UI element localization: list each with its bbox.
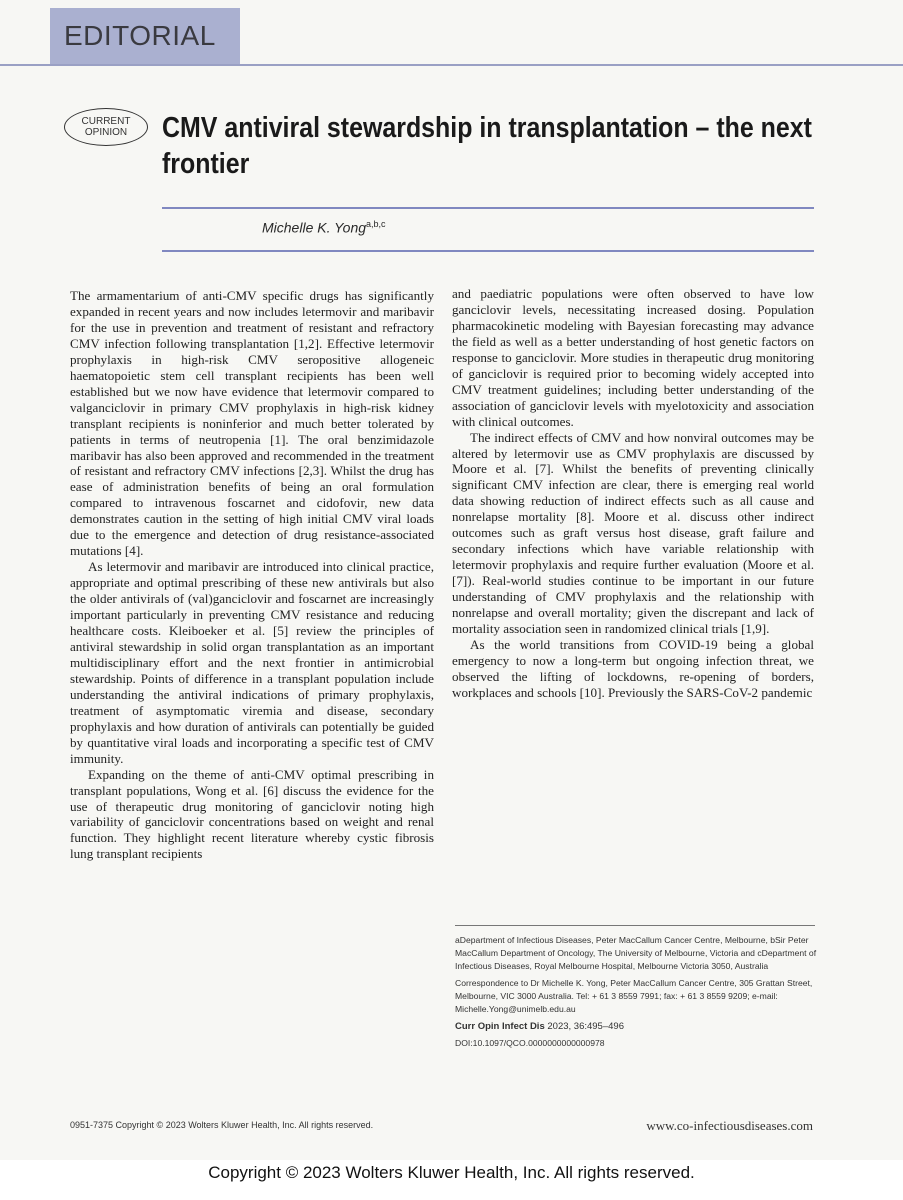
affiliation-note: aDepartment of Infectious Diseases, Peter MacCallum Cancer Centre, Melbourne, bSir Peter MacCallum Department of Oncology, The University of Melbourne, Victoria and cDepartment of Infectious Diseases, Royal Melbourne Hospital, Melbourne Victoria 3050, Australia xyxy=(455,935,817,971)
paragraph: The indirect effects of CMV and how nonviral outcomes may be altered by letermovir use as CMV prophylaxis are discussed by Moore et al. [7]. Whilst the benefits of preventing clinically significant CMV infection are clear, there is emerging real world data showing reduction of indirect effects such as all cause and nonrelapse mortality [8]. Moore et al. discuss other indirect outcomes such as graft versus host disease, graft failure and secondary infections which have variable relationship with letermovir prophylaxis and require further evaluation (Moore et al. [7]). Real-world studies continue to be important in our future understanding of CMV prophylaxis and the relationship with nonrelapse and overall mortality; given the discrepant and lack of mortality association seen in randomized clinical trials [1,9]. xyxy=(452,429,814,637)
paragraph: As letermovir and maribavir are introduced into clinical practice, appropriate and optimal prescribing of these new antivirals but also the older antivirals of (val)ganciclovir and foscarnet are increasingly important particularly in preventing CMV resistance and reducing healthcare costs. Kleiboeker et al. [5] review the principles of antiviral stewardship in solid organ transplantation as an important multidisciplinary effort and the next frontier in antimicrobial stewardship. Points of difference in a transplant population include understanding the antiviral indications of primary prophylaxis, treatment of asymptomatic viremia and disease, secondary prophylaxis and how duration of antivirals can potentially be guided by quantitative viral loads and incorporating a specific test of CMV immunity. xyxy=(70,559,434,766)
left-column xyxy=(70,288,434,862)
footnote-rule xyxy=(455,925,815,926)
citation-line xyxy=(455,1020,817,1033)
journal-name: Curr Opin Infect Dis xyxy=(455,1021,545,1032)
header-rule xyxy=(0,64,903,66)
author-line xyxy=(262,219,386,236)
title-rule-top xyxy=(162,207,814,209)
right-column xyxy=(452,286,814,701)
paragraph: The armamentarium of anti-CMV specific drugs has significantly expanded in recent years and now includes letermovir and maribavir for the use in prevention and treatment of resistant and refractory CMV infection following transplantation [1,2]. Effective letermovir prophylaxis in high-risk CMV seropositive allogeneic haematopoietic stem cell transplant recipients has been well established but we now have evidence that letermovir compared to valganciclovir in primary CMV prophylaxis in high-risk kidney transplant recipients is noninferior and much better tolerated by patients in terms of neutropenia [1]. The oral benzimidazole maribavir has also been approved and recommended in the treatment of resistant and refractory CMV infections [2,3]. Whilst the drug has ease of administration benefits of being an oral formulation compared to intravenous foscarnet and cidofovir, new data demonstrates caution in the setting of high initial CMV viral loads due to the emergence and detection of drug resistance-associated mutations [4]. xyxy=(70,288,434,559)
paragraph: As the world transitions from COVID-19 being a global emergency to now a long-term but ongoing infection threat, we observed the lifting of lockdowns, re-opening of borders, workplaces and schools [10]. Previously the SARS-CoV-2 pandemic xyxy=(452,636,814,700)
article-title: CMV antiviral stewardship in transplantation – the next frontier xyxy=(162,112,812,180)
logo-line1: CURRENT xyxy=(81,116,131,127)
paragraph: and paediatric populations were often observed to have low ganciclovir levels, necessitating increased dosing. Population pharmacokinetic modeling with Bayesian forecasting may advance the field as well as a better understanding of host genetic factors on response to ganciclovir. More studies in therapeutic drug monitoring of ganciclovir is required prior to becoming widely accepted into CMV treatment guidelines; including better understanding of the association of ganciclovir levels with myelotoxicity and association with clinical outcomes. xyxy=(452,286,814,429)
author-name: Michelle K. Yong xyxy=(262,219,367,236)
section-label: EDITORIAL xyxy=(50,8,240,64)
copyright-banner: Copyright © 2023 Wolters Kluwer Health, Inc. All rights reserved. xyxy=(208,1163,695,1182)
citation-volume: 2023, 36:495–496 xyxy=(547,1021,624,1032)
paragraph: Expanding on the theme of anti-CMV optimal prescribing in transplant populations, Wong et al. [6] discuss the evidence for the use of therapeutic drug monitoring of ganciclovir noting high variability of ganciclovir concentrations based on weight and renal function. They highlight recent literature whereby cystic fibrosis lung transplant recipients xyxy=(70,766,434,862)
current-opinion-logo xyxy=(64,108,148,146)
correspondence-note: Correspondence to Dr Michelle K. Yong, Peter MacCallum Cancer Centre, 305 Grattan Street, Melbourne, VIC 3000 Australia. Tel: + 61 3 8559 7991; fax: + 61 3 8559 9209; e-mail: Michelle.Yong@unimelb.edu.au xyxy=(455,978,813,1014)
page-footer-copyright: 0951-7375 Copyright © 2023 Wolters Kluwer Health, Inc. All rights reserved. xyxy=(70,1120,374,1130)
author-affiliations: a,b,c xyxy=(366,219,386,229)
title-rule-bottom xyxy=(162,250,814,252)
logo-line2: OPINION xyxy=(84,127,128,138)
footnotes xyxy=(455,934,817,1054)
journal-website[interactable]: www.co-infectiousdiseases.com xyxy=(646,1118,813,1133)
doi: DOI:10.1097/QCO.0000000000000978 xyxy=(455,1038,605,1048)
